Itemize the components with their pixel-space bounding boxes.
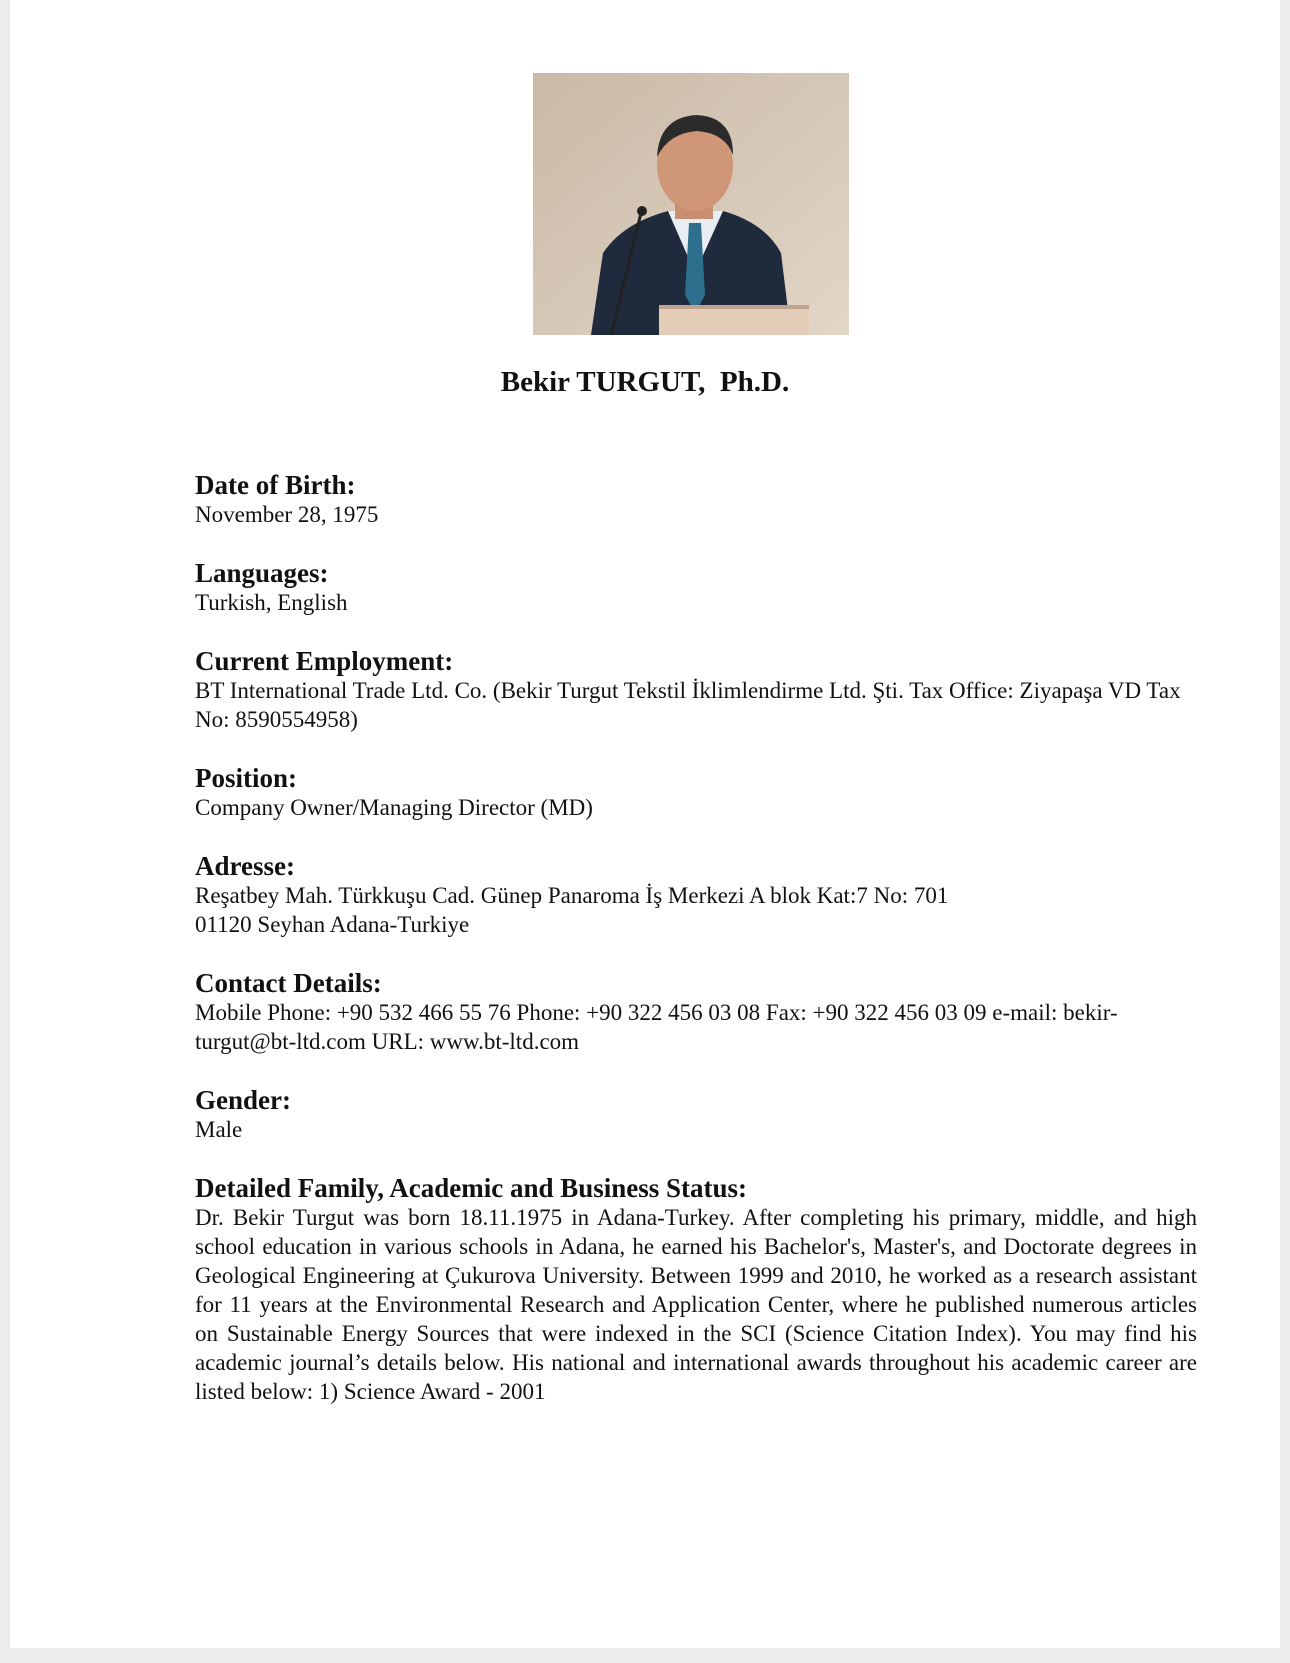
contact-value: Mobile Phone: +90 532 466 55 76 Phone: +90 322 456 03 08 Fax: +90 322 456 03 09 e-mail: bekir-turgut@bt-ltd.com URL: www.bt-ltd.com (195, 1000, 1118, 1054)
gender-heading: Gender: (195, 1085, 291, 1115)
document-page (10, 0, 1280, 1648)
contact-heading: Contact Details: (195, 968, 382, 998)
employment-heading: Current Employment: (195, 646, 454, 676)
status-section (195, 1173, 1197, 1406)
gender-value: Male (195, 1117, 243, 1142)
position-section (195, 763, 1197, 822)
employment-section (195, 646, 1197, 734)
address-heading: Adresse: (195, 851, 295, 881)
languages-section (195, 558, 1197, 617)
contact-section (195, 968, 1197, 1056)
address-value: Reşatbey Mah. Türkkuşu Cad. Günep Panaroma İş Merkezi A blok Kat:7 No: 701 01120 Seyhan Adana-Turkiye (195, 883, 949, 937)
person-name: Bekir TURGUT, Ph.D. (500, 366, 790, 398)
languages-heading: Languages: (195, 558, 329, 588)
employment-value: BT International Trade Ltd. Co. (Bekir Turgut Tekstil İklimlendirme Ltd. Şti. Tax Office: Ziyapaşa VD Tax No: 8590554958) (195, 678, 1181, 732)
portrait-photo (533, 73, 849, 335)
position-value: Company Owner/Managing Director (MD) (195, 795, 593, 820)
address-section (195, 851, 1197, 939)
birth-value: November 28, 1975 (195, 502, 379, 527)
gender-section (195, 1085, 1197, 1144)
status-heading: Detailed Family, Academic and Business Status: (195, 1173, 748, 1203)
languages-value: Turkish, English (195, 590, 348, 615)
status-value: Dr. Bekir Turgut was born 18.11.1975 in Adana-Turkey. After completing his primary, middle, and high school education in various schools in Adana, he earned his Bachelor's, Master's, and Doctorate degrees in Geological Engineering at Çukurova University. Between 1999 and 2010, he worked as a research assistant for 11 years at the Environmental Research and Application Center, where he published numerous articles on Sustainable Energy Sources that were indexed in the SCI (Science Citation Index). You may find his academic journal’s details below. His national and international awards throughout his academic career are listed below: 1) Science Award - 2001 (195, 1205, 1197, 1404)
birth-heading: Date of Birth: (195, 470, 356, 500)
position-heading: Position: (195, 763, 298, 793)
birth-section (195, 470, 1197, 529)
cv-content (195, 470, 1197, 1435)
